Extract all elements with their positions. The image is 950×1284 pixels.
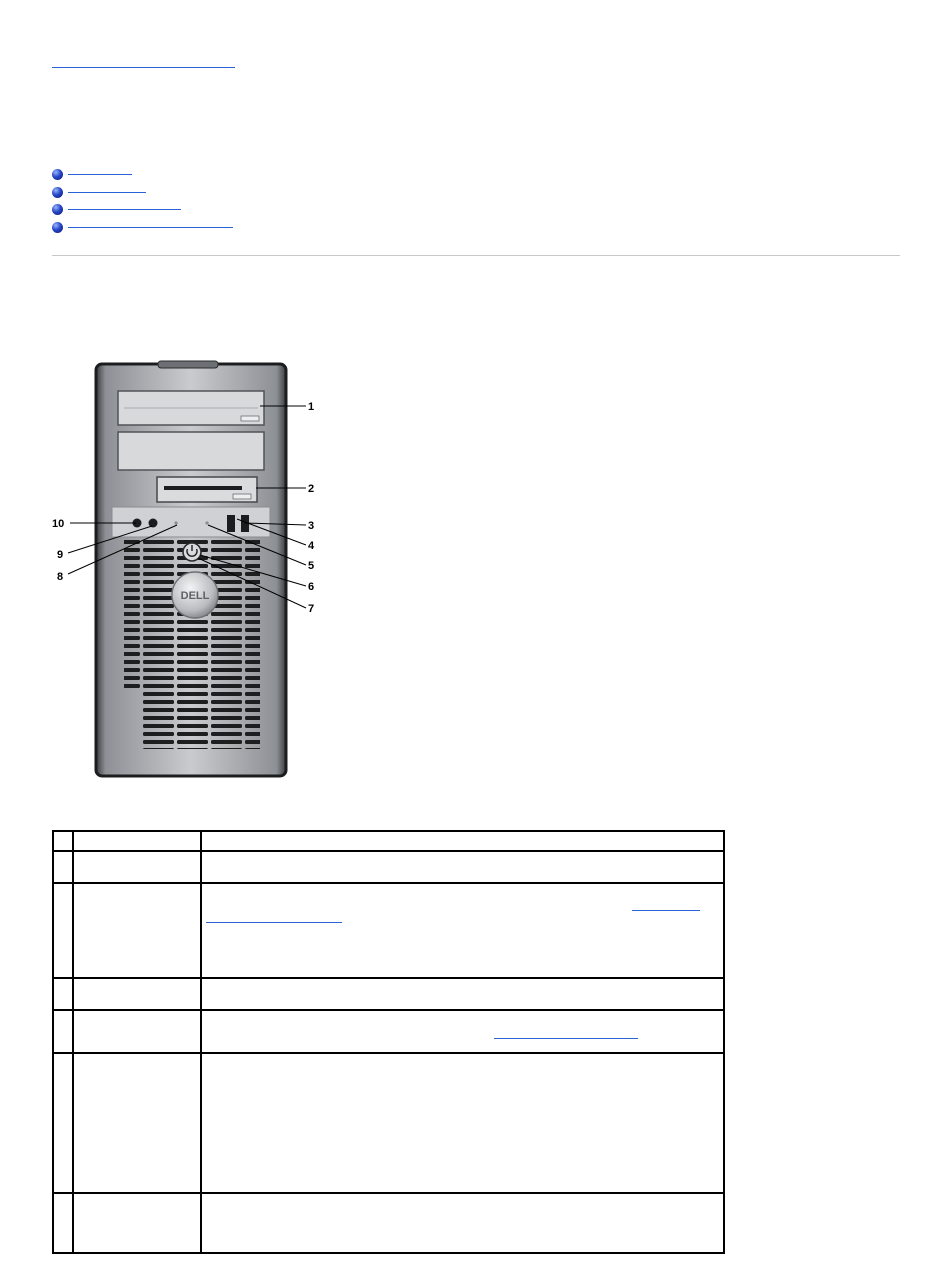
- callout-6: 6: [308, 581, 315, 593]
- row-desc-link[interactable]: [632, 910, 700, 911]
- section-divider: [52, 255, 900, 256]
- usb-connector-1: [227, 515, 235, 532]
- row-name: [73, 1053, 201, 1193]
- header-name: [73, 831, 201, 851]
- dell-logo-text: DELL: [180, 590, 210, 602]
- row-desc: [201, 883, 724, 978]
- row-num: [53, 1053, 73, 1193]
- hard-drive-activity-light: [174, 521, 177, 524]
- optical-drive-bay-2: [118, 432, 264, 470]
- row-desc: [201, 1053, 724, 1193]
- vent-grille-left: [124, 539, 192, 691]
- table-row: [53, 1053, 724, 1193]
- row-desc-link[interactable]: [206, 922, 342, 923]
- table-header-row: [53, 831, 724, 851]
- top-link[interactable]: [52, 61, 235, 68]
- table-row: [53, 883, 724, 978]
- microphone-connector: [149, 519, 158, 528]
- table-row: [53, 978, 724, 1010]
- vent-grille-bottom: [142, 691, 260, 749]
- row-desc: [201, 851, 724, 883]
- network-link-light: [205, 521, 208, 524]
- bullet-icon: [52, 187, 63, 198]
- callout-5: 5: [308, 560, 315, 572]
- table-row: [53, 1010, 724, 1053]
- table-row: [53, 1193, 724, 1253]
- row-num: [53, 1193, 73, 1253]
- nav-link-3[interactable]: [68, 209, 181, 210]
- row-desc-link[interactable]: [494, 1038, 638, 1039]
- callout-1: 1: [308, 401, 315, 413]
- callout-4: 4: [308, 540, 315, 552]
- row-num: [53, 1010, 73, 1053]
- table-row: [53, 851, 724, 883]
- callout-9: 9: [57, 549, 64, 561]
- row-desc: [201, 1193, 724, 1253]
- row-desc: [201, 978, 724, 1010]
- row-name: [73, 1193, 201, 1253]
- row-num: [53, 851, 73, 883]
- parts-table: [52, 830, 725, 1254]
- row-num: [53, 978, 73, 1010]
- callout-3: 3: [308, 520, 315, 532]
- row-name: [73, 851, 201, 883]
- row-name: [73, 978, 201, 1010]
- bullet-icon: [52, 169, 63, 180]
- row-name: [73, 883, 201, 978]
- header-desc: [201, 831, 724, 851]
- callout-2: 2: [308, 483, 315, 495]
- header-num: [53, 831, 73, 851]
- nav-link-1[interactable]: [68, 174, 132, 175]
- computer-front-view-figure: [40, 355, 340, 785]
- nav-link-4[interactable]: [68, 227, 233, 228]
- callout-7: 7: [308, 603, 315, 615]
- callout-10: 10: [52, 518, 65, 530]
- callout-8: 8: [57, 571, 64, 583]
- bullet-icon: [52, 222, 63, 233]
- bullet-icon: [52, 204, 63, 215]
- row-name: [73, 1010, 201, 1053]
- row-num: [53, 883, 73, 978]
- row-desc: [201, 1010, 724, 1053]
- nav-link-2[interactable]: [68, 192, 146, 193]
- top-handle: [158, 361, 218, 368]
